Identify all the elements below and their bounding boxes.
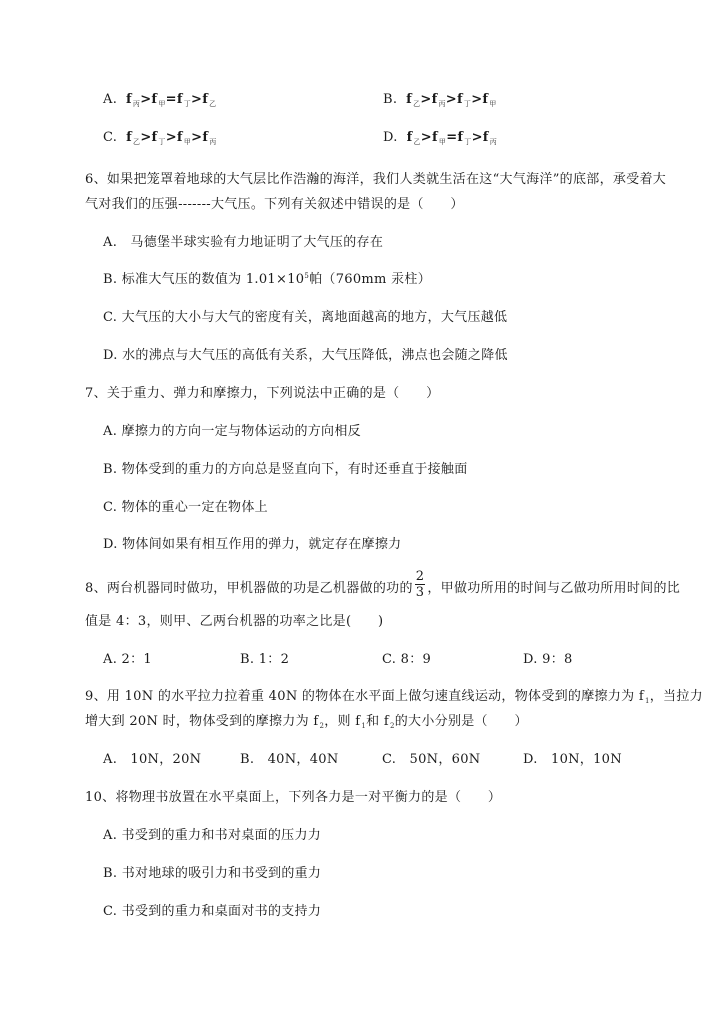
q7-stem: 7、关于重力、弹力和摩擦力，下列说法中正确的是（ ） [85,386,440,401]
q8-option-c: C. 8：9 [382,652,432,667]
q9-option-b: B. 40N，40N [240,752,339,767]
q9-stem-line2: 增大到 20N 时，物体受到的摩擦力为 $f_2$，则 $f_1$和 $f_2$的大小分别是（ ） [85,714,528,730]
q8-stem-line2: 值是 4：3，则甲、乙两台机器的功率之比是( ) [85,614,384,629]
q8-option-d: D. 9：8 [523,652,573,667]
q6-option-d: D. 水的沸点与大气压的高低有关系，大气压降低，沸点也会随之降低 [103,348,508,363]
q6-option-a: A. 马德堡半球实验有力地证明了大气压的存在 [103,235,384,250]
fraction-two-thirds: $\frac{2}{3}$ [415,569,425,600]
q6-stem-line1: 6、如果把笼罩着地球的大气层比作浩瀚的海洋，我们人类就生活在这“大气海洋”的底部，承受着大 [85,172,667,187]
q10-option-a: A. 书受到的重力和书对桌面的压力力 [103,828,322,843]
q9-option-c: C. 50N，60N [382,752,481,767]
q6-option-c: C. 大气压的大小与大气的密度有关，离地面越高的地方，大气压越低 [103,310,508,325]
q9-option-a: A. 10N，20N [103,752,202,767]
q7-option-d: D. 物体间如果有相互作用的弹力，就定存在摩擦力 [103,537,402,552]
q5-option-a: A. $f_丙>f_甲=f_丁>f_乙$ [103,92,217,108]
q9-option-d: D. 10N，10N [523,752,622,767]
q7-option-b: B. 物体受到的重力的方向总是竖直向下，有时还垂直于接触面 [103,462,468,477]
q5-option-b: B. $f_乙>f_丙>f_丁>f_甲$ [383,92,497,108]
q10-option-c: C. 书受到的重力和桌面对书的支持力 [103,904,322,919]
q6-stem-line2: 气对我们的压强-------大气压。下列有关叙述中错误的是（ ） [85,197,464,212]
q7-option-c: C. 物体的重心一定在物体上 [103,500,268,515]
q8-stem-line1: 8、两台机器同时做功，甲机器做的功是乙机器做的功的 $\frac{2}{3}$ ，甲做功所用的时间与乙做功所用时间的比 [85,569,681,600]
q9-stem-line1: 9、用 10N 的水平拉力拉着重 40N 的物体在水平面上做匀速直线运动，物体受到的摩擦力为 $f_1$，当拉力 [85,689,703,705]
q7-option-a: A. 摩擦力的方向一定与物体运动的方向相反 [103,424,361,439]
q8-option-b: B. 1：2 [240,652,290,667]
q8-option-a: A. 2：1 [103,652,152,667]
q5-option-d: D. $f_乙>f_甲=f_丁>f_丙$ [383,130,498,146]
q10-stem: 10、将物理书放置在水平桌面上，下列各力是一对平衡力的是（ ） [85,790,502,805]
q6-option-b: B. 标准大气压的数值为 $1.01\times 10^5$帕（760mm 汞柱） [103,272,432,287]
q10-option-b: B. 书对地球的吸引力和书受到的重力 [103,866,322,881]
q5-option-c: C. $f_乙>f_丁>f_甲>f_丙$ [103,130,217,146]
